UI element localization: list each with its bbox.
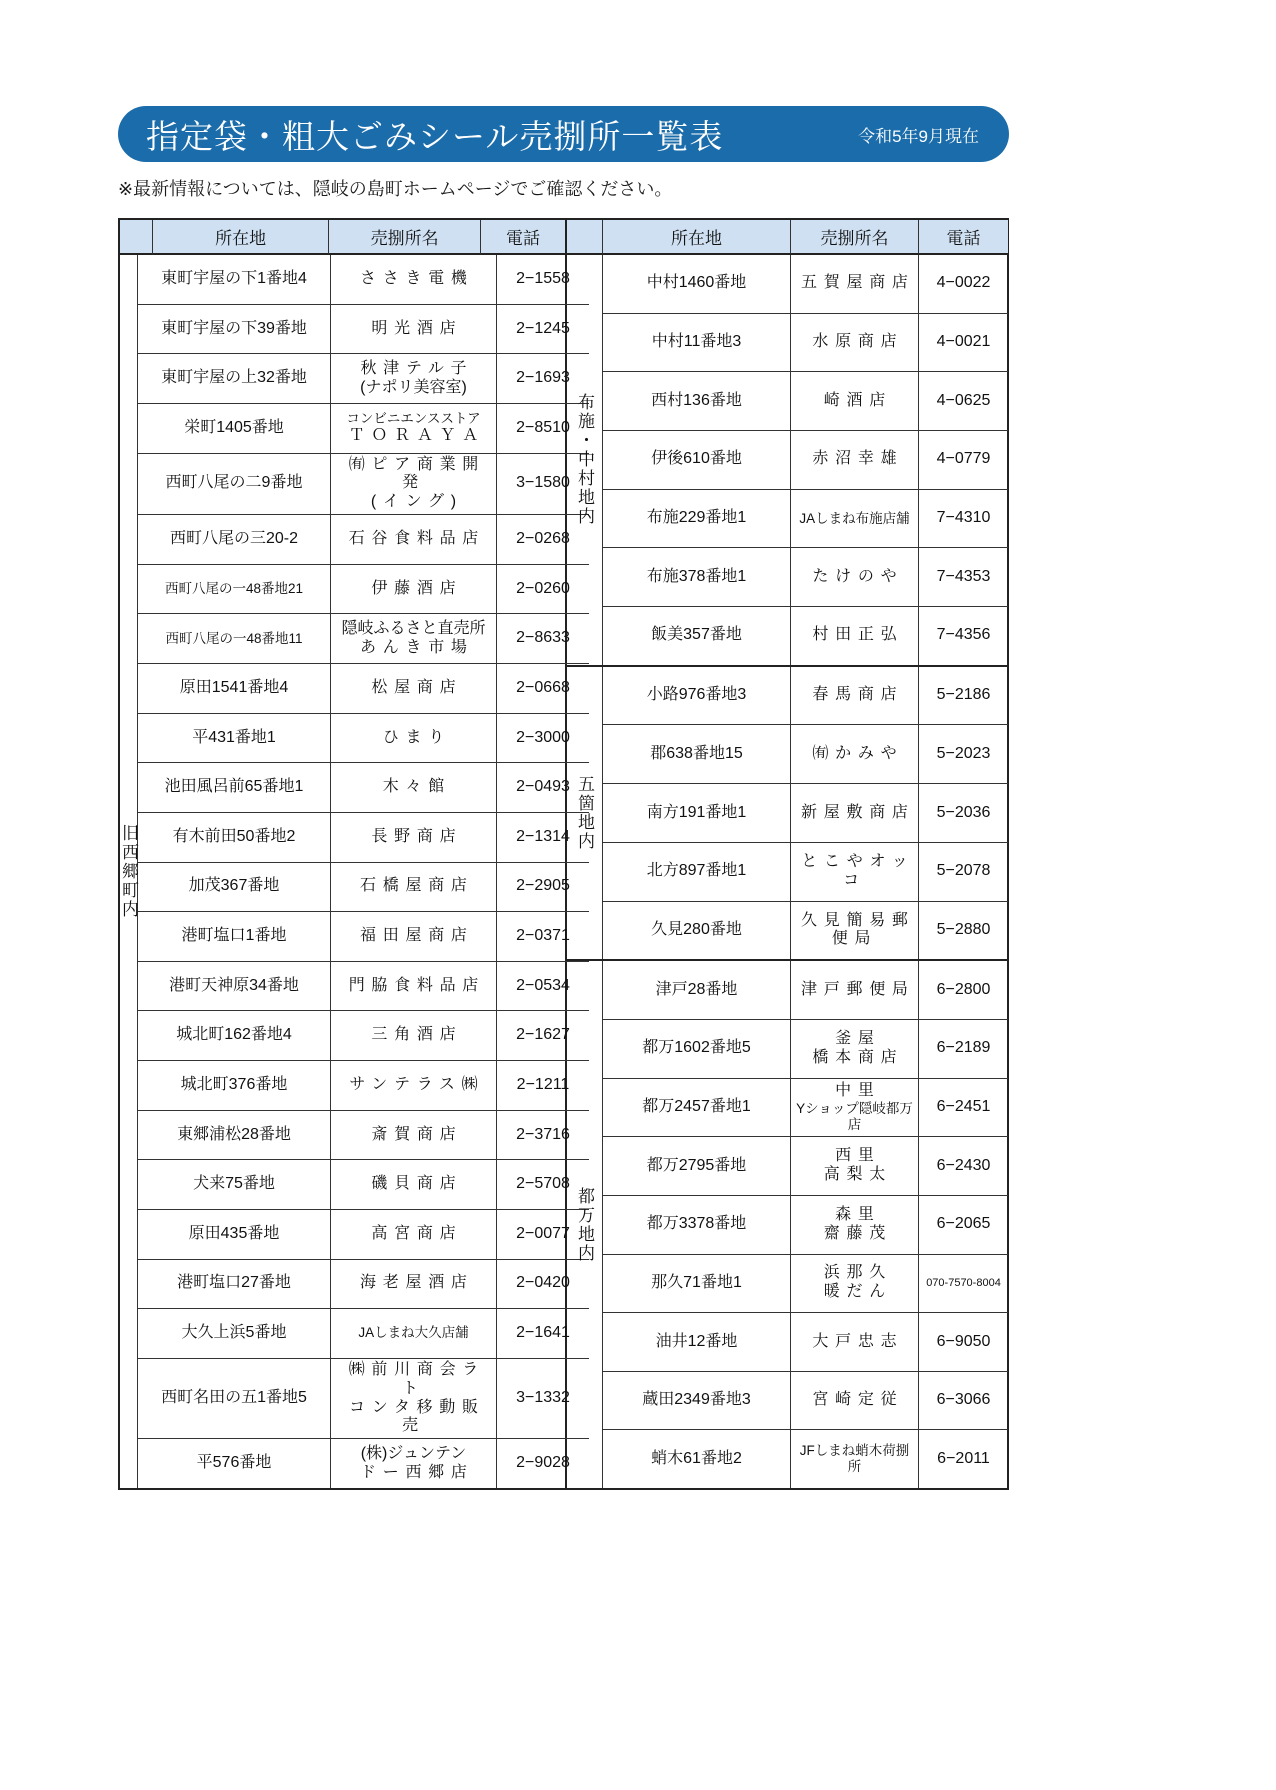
cell-telephone: 2−1641 (516, 1324, 570, 1341)
cell-address: 蛸木61番地2 (603, 1430, 791, 1488)
cell-address: 東郷浦松28番地 (138, 1111, 331, 1160)
cell-address: 中村11番地3 (603, 314, 791, 372)
cell-telephone: 5−2880 (936, 920, 991, 938)
cell-telephone: 6−2065 (936, 1215, 991, 1233)
group-label-kyu-saigo: 旧西郷町内 (119, 824, 138, 919)
header-vendor-left: 売捌所名 (329, 220, 481, 255)
cell-telephone: 2−1314 (516, 827, 570, 845)
cell-address: 大久上浜5番地 (138, 1309, 331, 1358)
table-header-row-left (120, 220, 565, 255)
cell-vendor: 長野商店 (331, 813, 497, 862)
cell-address: 城北町376番地 (138, 1061, 331, 1110)
table-row (603, 1020, 1008, 1079)
cell-telephone: 2−3000 (516, 728, 570, 746)
cell-address: 原田435番地 (138, 1210, 331, 1259)
group-column-right (567, 255, 603, 665)
header-tel-right: 電話 (919, 220, 1008, 255)
header-address-right: 所在地 (603, 220, 791, 255)
revision-date: 令和5年9月現在 (858, 126, 979, 146)
cell-telephone: 7−4310 (936, 509, 991, 527)
cell-vendor: 石橋屋商店 (331, 863, 497, 912)
cell-vendor: JAしまね布施店舗 (791, 490, 919, 548)
cell-address: 布施229番地1 (603, 490, 791, 548)
cell-telephone: 4−0625 (936, 391, 991, 409)
table-row (138, 1309, 589, 1359)
table-row (603, 431, 1008, 490)
cell-telephone: 7−4353 (936, 567, 991, 585)
header-group-left (120, 220, 153, 255)
group-segment (567, 255, 1008, 667)
cell-telephone: 2−1245 (516, 319, 570, 337)
cell-telephone: 3−1580 (516, 474, 570, 492)
cell-telephone: 2−5708 (516, 1175, 570, 1193)
cell-vendor: 崎酒店 (791, 372, 919, 430)
cell-address: 犬来75番地 (138, 1160, 331, 1209)
table-row (138, 1111, 589, 1161)
table-row (138, 714, 589, 764)
cell-address: 西町八尾の一48番地21 (138, 565, 331, 614)
table-row (138, 912, 589, 962)
rows-container-group (603, 255, 1008, 665)
cell-vendor: 石谷食料品店 (331, 515, 497, 564)
table-row (138, 1011, 589, 1061)
table-row (138, 305, 589, 355)
cell-telephone: 5−2036 (936, 803, 991, 821)
cell-telephone: 2−0268 (516, 530, 570, 547)
table-row (603, 961, 1008, 1020)
table-row (603, 902, 1008, 960)
cell-address: 東町宇屋の下1番地4 (138, 255, 331, 304)
cell-vendor: 海老屋酒店 (331, 1260, 497, 1309)
header-tel-left: 電話 (481, 220, 565, 255)
table-row (138, 813, 589, 863)
table-body-right (567, 255, 1008, 1488)
cell-vendor: ㈲ピア商業開発 (イング) (331, 454, 497, 515)
cell-vendor: 磯貝商店 (331, 1160, 497, 1209)
table-row (603, 1137, 1008, 1196)
group-label-2: 都万地内 (575, 1186, 594, 1263)
table-row (603, 843, 1008, 902)
table-row (603, 1430, 1008, 1488)
cell-telephone: 6−3066 (936, 1391, 991, 1409)
cell-telephone: 2−1211 (516, 1075, 570, 1093)
table-header-row-right (567, 220, 1008, 255)
cell-vendor: サンテラス㈱ (331, 1061, 497, 1110)
table-row (138, 404, 589, 454)
cell-address: 城北町162番地4 (138, 1011, 331, 1060)
cell-vendor: 高宮商店 (331, 1210, 497, 1259)
cell-vendor: たけのや (791, 548, 919, 606)
table-body-left (119, 255, 570, 1488)
table-row (603, 1372, 1008, 1431)
table-row (138, 664, 589, 714)
cell-address: 津戸28番地 (603, 961, 791, 1019)
cell-vendor: JFしまね蛸木荷捌所 (791, 1430, 919, 1488)
table-row (138, 255, 589, 305)
cell-vendor: 福田屋商店 (331, 912, 497, 961)
cell-telephone: 4−0021 (936, 333, 991, 351)
cell-telephone: 2−0493 (516, 778, 570, 796)
cell-telephone: 2−9028 (516, 1454, 570, 1472)
cell-address: 有木前田50番地2 (138, 813, 331, 862)
table-row (138, 1210, 589, 1260)
cell-vendor: 宮崎定従 (791, 1372, 919, 1430)
cell-address: 那久71番地1 (603, 1255, 791, 1313)
cell-telephone: 5−2023 (936, 744, 991, 762)
table-row (138, 1260, 589, 1310)
cell-address: 原田1541番地4 (138, 664, 331, 713)
table-row (138, 565, 589, 615)
table-row (603, 1255, 1008, 1314)
cell-address: 加茂367番地 (138, 863, 331, 912)
cell-vendor: 西里 高梨太 (791, 1137, 919, 1195)
vendor-list-table (118, 218, 1009, 1490)
cell-vendor: JAしまね大久店舗 (331, 1309, 497, 1358)
header-group-right (567, 220, 603, 255)
cell-address: 港町塩口27番地 (138, 1260, 331, 1309)
header-address-left: 所在地 (153, 220, 329, 255)
cell-vendor: 春馬商店 (791, 667, 919, 725)
table-left-half (119, 220, 570, 1488)
cell-vendor: 隠岐ふるさと直売所 あんき市場 (331, 614, 497, 663)
cell-vendor: ささき電機 (331, 255, 497, 304)
cell-vendor: コンビニエンスストア ＴＯＲＡＹＡ (331, 404, 497, 453)
group-column-right (567, 667, 603, 960)
cell-vendor: (株)ジュンテン ドー西郷店 (331, 1439, 497, 1488)
group-column-right (567, 961, 603, 1488)
table-row (603, 725, 1008, 784)
cell-vendor: 五賀屋商店 (791, 255, 919, 313)
cell-telephone: 6−2430 (936, 1156, 991, 1174)
table-right-half (567, 220, 1008, 1488)
cell-address: 蔵田2349番地3 (603, 1372, 791, 1430)
table-row (603, 1196, 1008, 1255)
table-row (138, 614, 589, 664)
cell-telephone: 7−4356 (936, 626, 991, 644)
cell-address: 西町八尾の一48番地11 (138, 614, 331, 663)
cell-telephone: 2−1693 (516, 369, 570, 387)
cell-vendor: 松屋商店 (331, 664, 497, 713)
rows-container-right (567, 255, 1008, 1488)
table-row (603, 372, 1008, 431)
cell-telephone: 4−0022 (936, 274, 991, 292)
page-title: 指定袋・粗大ごみシール売捌所一覧表 (146, 117, 724, 155)
cell-vendor: 新屋敷商店 (791, 784, 919, 842)
cell-vendor: 木々館 (331, 763, 497, 812)
cell-vendor: 明光酒店 (331, 305, 497, 354)
cell-address: 港町塩口1番地 (138, 912, 331, 961)
table-row (603, 1313, 1008, 1372)
rows-container-left (138, 255, 589, 1488)
cell-address: 都万3378番地 (603, 1196, 791, 1254)
cell-vendor: 水原商店 (791, 314, 919, 372)
group-column-left (120, 255, 138, 1488)
cell-address: 西町名田の五1番地5 (138, 1359, 331, 1439)
cell-address: 小路976番地3 (603, 667, 791, 725)
cell-address: 港町天神原34番地 (138, 962, 331, 1011)
cell-telephone: 2−0668 (516, 678, 570, 696)
cell-telephone: 6−2800 (936, 980, 991, 998)
cell-address: 都万1602番地5 (603, 1020, 791, 1078)
table-row (603, 607, 1008, 665)
cell-telephone: 6−2189 (936, 1039, 991, 1057)
cell-telephone: 6−9050 (936, 1332, 991, 1350)
table-row (603, 548, 1008, 607)
cell-telephone: 2−0420 (516, 1274, 570, 1292)
cell-vendor: 森里 齋藤茂 (791, 1196, 919, 1254)
group-label-0: 布施・中村地内 (575, 393, 594, 527)
table-row (138, 1359, 589, 1440)
cell-vendor: ㈲かみや (791, 725, 919, 783)
cell-telephone: 2−0077 (516, 1224, 570, 1242)
cell-address: 栄町1405番地 (138, 404, 331, 453)
table-row (138, 515, 589, 565)
cell-vendor: 伊藤酒店 (331, 565, 497, 614)
cell-address: 都万2795番地 (603, 1137, 791, 1195)
cell-vendor: 秋津テル子 (ナポリ美容室) (331, 354, 497, 403)
cell-vendor: ひまり (331, 714, 497, 763)
cell-telephone: 5−2186 (936, 686, 991, 704)
cell-vendor: 三角酒店 (331, 1011, 497, 1060)
cell-telephone: 2−1558 (516, 269, 570, 287)
cell-telephone: 4−0779 (936, 450, 991, 468)
cell-vendor: とこやオッコ (791, 843, 919, 901)
cell-address: 都万2457番地1 (603, 1079, 791, 1137)
table-row (138, 454, 589, 516)
group-segment (567, 667, 1008, 962)
table-row (138, 863, 589, 913)
table-row (603, 490, 1008, 549)
table-row (138, 1439, 589, 1488)
table-row (603, 1079, 1008, 1138)
cell-vendor: ㈱前川商会ラト コンタ移動販売 (331, 1359, 497, 1439)
table-row (603, 314, 1008, 373)
header-vendor-right: 売捌所名 (791, 220, 919, 255)
cell-address: 飯美357番地 (603, 607, 791, 665)
cell-telephone: 2−3716 (516, 1125, 570, 1143)
title-banner (118, 106, 1009, 162)
cell-address: 布施378番地1 (603, 548, 791, 606)
table-row (603, 667, 1008, 726)
cell-vendor: 大戸忠志 (791, 1313, 919, 1371)
table-row (138, 1160, 589, 1210)
cell-telephone: 5−2078 (936, 862, 991, 880)
group-label-1: 五箇地内 (575, 774, 594, 851)
cell-telephone: 2−0260 (516, 579, 570, 597)
cell-telephone: 3−1332 (516, 1389, 570, 1407)
cell-telephone: 070-7570-8004 (926, 1276, 1001, 1289)
cell-vendor: 久見簡易郵便局 (791, 902, 919, 960)
cell-address: 伊後610番地 (603, 431, 791, 489)
rows-container-group (603, 667, 1008, 960)
cell-address: 東町宇屋の下39番地 (138, 305, 331, 354)
cell-address: 池田風呂前65番地1 (138, 763, 331, 812)
cell-telephone: 6−2011 (937, 1449, 990, 1467)
cell-address: 西村136番地 (603, 372, 791, 430)
cell-address: 北方897番地1 (603, 843, 791, 901)
table-row (138, 962, 589, 1012)
table-row (603, 784, 1008, 843)
table-row (138, 1061, 589, 1111)
rows-container-group (603, 961, 1008, 1488)
cell-address: 南方191番地1 (603, 784, 791, 842)
cell-address: 久見280番地 (603, 902, 791, 960)
cell-address: 平576番地 (138, 1439, 331, 1488)
table-row (603, 255, 1008, 314)
cell-telephone: 2−8633 (516, 629, 570, 647)
table-row (138, 354, 589, 404)
cell-address: 西町八尾の二9番地 (138, 454, 331, 515)
cell-address: 西町八尾の三20-2 (138, 515, 331, 564)
note-text: ※最新情報については、隠岐の島町ホームページでご確認ください。 (118, 179, 673, 199)
cell-telephone: 2−2905 (516, 877, 570, 895)
cell-vendor: 村田正弘 (791, 607, 919, 665)
cell-address: 東町宇屋の上32番地 (138, 354, 331, 403)
group-segment (567, 961, 1008, 1488)
cell-vendor: 中里 Yショップ隠岐都万店 (791, 1079, 919, 1137)
cell-vendor: 赤沼幸雄 (791, 431, 919, 489)
cell-address: 平431番地1 (138, 714, 331, 763)
cell-vendor: 釜屋 橋本商店 (791, 1020, 919, 1078)
cell-telephone: 2−8510 (516, 418, 570, 436)
cell-vendor: 津戸郵便局 (791, 961, 919, 1019)
cell-vendor: 門脇食料品店 (331, 962, 497, 1011)
cell-address: 油井12番地 (603, 1313, 791, 1371)
cell-telephone: 6−2451 (936, 1097, 991, 1115)
cell-vendor: 斎賀商店 (331, 1111, 497, 1160)
cell-telephone: 2−1627 (516, 1026, 570, 1044)
cell-telephone: 2−0534 (516, 976, 570, 994)
table-row (138, 763, 589, 813)
cell-vendor: 浜那久 暖だん (791, 1255, 919, 1313)
cell-telephone: 2−0371 (516, 927, 570, 944)
cell-address: 郡638番地15 (603, 725, 791, 783)
cell-address: 中村1460番地 (603, 255, 791, 313)
